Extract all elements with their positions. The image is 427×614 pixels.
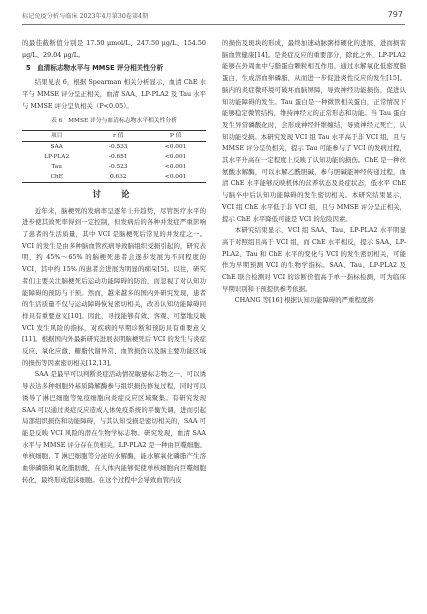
table-header-cell: r 值 <box>91 130 145 141</box>
table-cell: <0.001 <box>164 143 187 150</box>
discussion-heading: 讨 论 <box>92 188 136 199</box>
table-row <box>22 162 206 172</box>
right-column <box>222 38 406 307</box>
table-cell: SAA <box>50 143 63 150</box>
table-cell: <0.001 <box>164 163 187 170</box>
paragraph-saa: SAA 是最早可以判断炎症活动情况敏感标志物之一，可以诱导表达多种细胞外基质降解酶参与组织损伤修复过程，同时可以诱导了淋巴细胞等免疫细胞向炎症反应区域聚集。有研究发现 SAA 可以通过炎症反应造成人体免疫系统的平衡失调，进而引起局部组织损伤和功能障碍，与其认知受损是密切相关的，SAA 可能是反映 VCI 风险的潜在生物学标志物。研究发现，血清 SAA 水平与 MMSE 评分存在负相关。LP-PLA2 是一种由巨噬细胞、单核细胞、T 淋巴细胞等分泌的水解酶，能水解氧化磷脂产生溶血卵磷脂和氧化脂肪酸，在人体内能够促使单核细胞向巨噬细胞转化，最终形成泡沫细胞。在这个过程中会导致血管内皮 <box>22 370 206 484</box>
table-cell: ChE <box>22 172 91 183</box>
left-column <box>22 38 206 487</box>
table-cell: LP-PLA2 <box>44 153 70 160</box>
table-header-cell: 项目 <box>22 130 91 141</box>
paragraph-lp-pla2-tau-che: 的损伤及斑块的形成，最终加速动脉粥样硬化的进展，进而损害脑血管健康[14]。是炎症反应的重要部分，除此之外，LP-PLA2 能够在外周血中与脂蛋白颗粒相互作用，通过水解氧化低密度脂蛋白，生成溶血卵磷脂，从而进一步促进炎性反应的发生[15]。脑内的炎症微环境可破坏血脑屏障，导致神经功能损伤，促进认知功能障碍的发生。Tau 蛋白是一种微管相关蛋白，正常情况下能够稳定微管结构，维持神经元的正常形态和功能。当 Tau 蛋白发生异常磷酸化时，会形成神经纤维缠结，导致神经元死亡，认知功能受损。本研究发现 VCI 组 Tau 水平高于非 VCI 组，且与 MMSE 评分呈负相关，提示 Tau 可能参与了 VCI 的发病过程，其水平升高在一定程度上反映了认知功能的损伤。ChE 是一种丝氨酸水解酶，可以水解乙酰胆碱，参与胆碱能神经传递过程，血清 ChE 水平能够反映机体的营养状态及炎症状态，低水平 ChE 与脑卒中后认知功能障碍的发生密切相关。本研究结果显示，VCI 组 ChE 水平低于非 VCI 组，且与 MMSE 评分呈正相关，提示 ChE 水平降低可能是 VCI 的危险因素。 <box>222 39 406 223</box>
paragraph-discussion-intro: 近年来，脑梗死的发病率呈逐年上升趋势，尽管医疗水平的进步使其致死率得到一定控制，但发病后的各种并发症严重影响了患者的生活质量，其中 VCI 是脑梗死后常见的并发症之一。VCI 的发生是由多种脑血管疾病导致脑组织受损引起的，研究表明，约 45%～65% 的脑梗死患者会逐步发展为不同程度的 VCI，其中约 15% 的患者会进展为明显的痴呆[5]。以往，研究者们主要关注脑梗死后运动功能障碍的防治，而忽视了对认知功能障碍的预防与干预。然而，越来越多的国内外研究发现，患者的生活质量不仅与运动障碍恢复密切相关，改善认知功能障碍同样具有重要意义[10]。因此，寻找能够有效、客观、可靠地反映 VCI 发生风险的指标，对疾病的早期诊断和预防具有重要意义[11]。根据国内外最新研究进展表明脑梗死后 VCI 的发生与炎症反应、氧化应激、糖脂代谢异常、血管损伤以及脑主要功能区域的损伤等因素密切相关[12,13]。 <box>22 206 206 367</box>
table-cell: -0.533 <box>108 143 128 150</box>
page-number: 797 <box>387 10 403 19</box>
table-cell: <0.001 <box>164 153 187 160</box>
table-cell: Tau <box>51 163 62 170</box>
running-header <box>22 10 405 25</box>
table-caption: 表 6 MMSE 评分与血清标志物水平相关性分析 <box>51 118 177 125</box>
table-row <box>22 141 206 152</box>
table-cell: -0.523 <box>108 163 128 170</box>
table-row <box>22 152 206 162</box>
paragraph-correlation-results: 结果见表 6，根据 Spearman 相关分析显示，血清 ChE 水平与 MMSE 评分呈正相关，血清 SAA、LP-PLA2 及 Tau 水平与 MMSE 评分呈负相关（P<0.05）。 <box>22 78 206 110</box>
table-header-cell: P 值 <box>145 130 206 141</box>
correlation-table <box>22 130 206 183</box>
section-heading-5: 5 血清标志物水平与 MMSE 评分相关性分析 <box>26 64 164 73</box>
table-cell: -0.651 <box>108 153 128 160</box>
table-cell: 0.632 <box>91 172 145 183</box>
paragraph-cutoff-values: 的最佳截断值分别是 17.50 μmol/L、247.50 μg/L、154.50 μg/L、29.04 μg/L。 <box>22 39 206 59</box>
table-header-row <box>22 130 206 141</box>
table-cell: <0.001 <box>145 172 206 183</box>
paragraph-chang-study: CHANG 等[16] 根据认知功能障碍的严重程度将 <box>234 296 374 305</box>
paragraph-study-findings: 本研究结果显示，VCI 组 SAA、Tau、LP-PLA2 水平明显高于对照组且高于 VCI 组，而 ChE 水平相反，提示 SAA、LP-PLA2、Tau 和 ChE 水平的变化与 VCI 的发生密切相关，可能作为早期预测 VCI 的生物学指标。SAA、Tau、LP-PLA2 及 ChE 联合检测对 VCI 的诊断价值高于单一指标检测，可为临床早期识别和干预提供参考依据。 <box>222 226 406 293</box>
table-row <box>22 172 206 183</box>
journal-info: 标记免疫分析与临床 2023年4月第30卷第4期 <box>22 13 149 20</box>
